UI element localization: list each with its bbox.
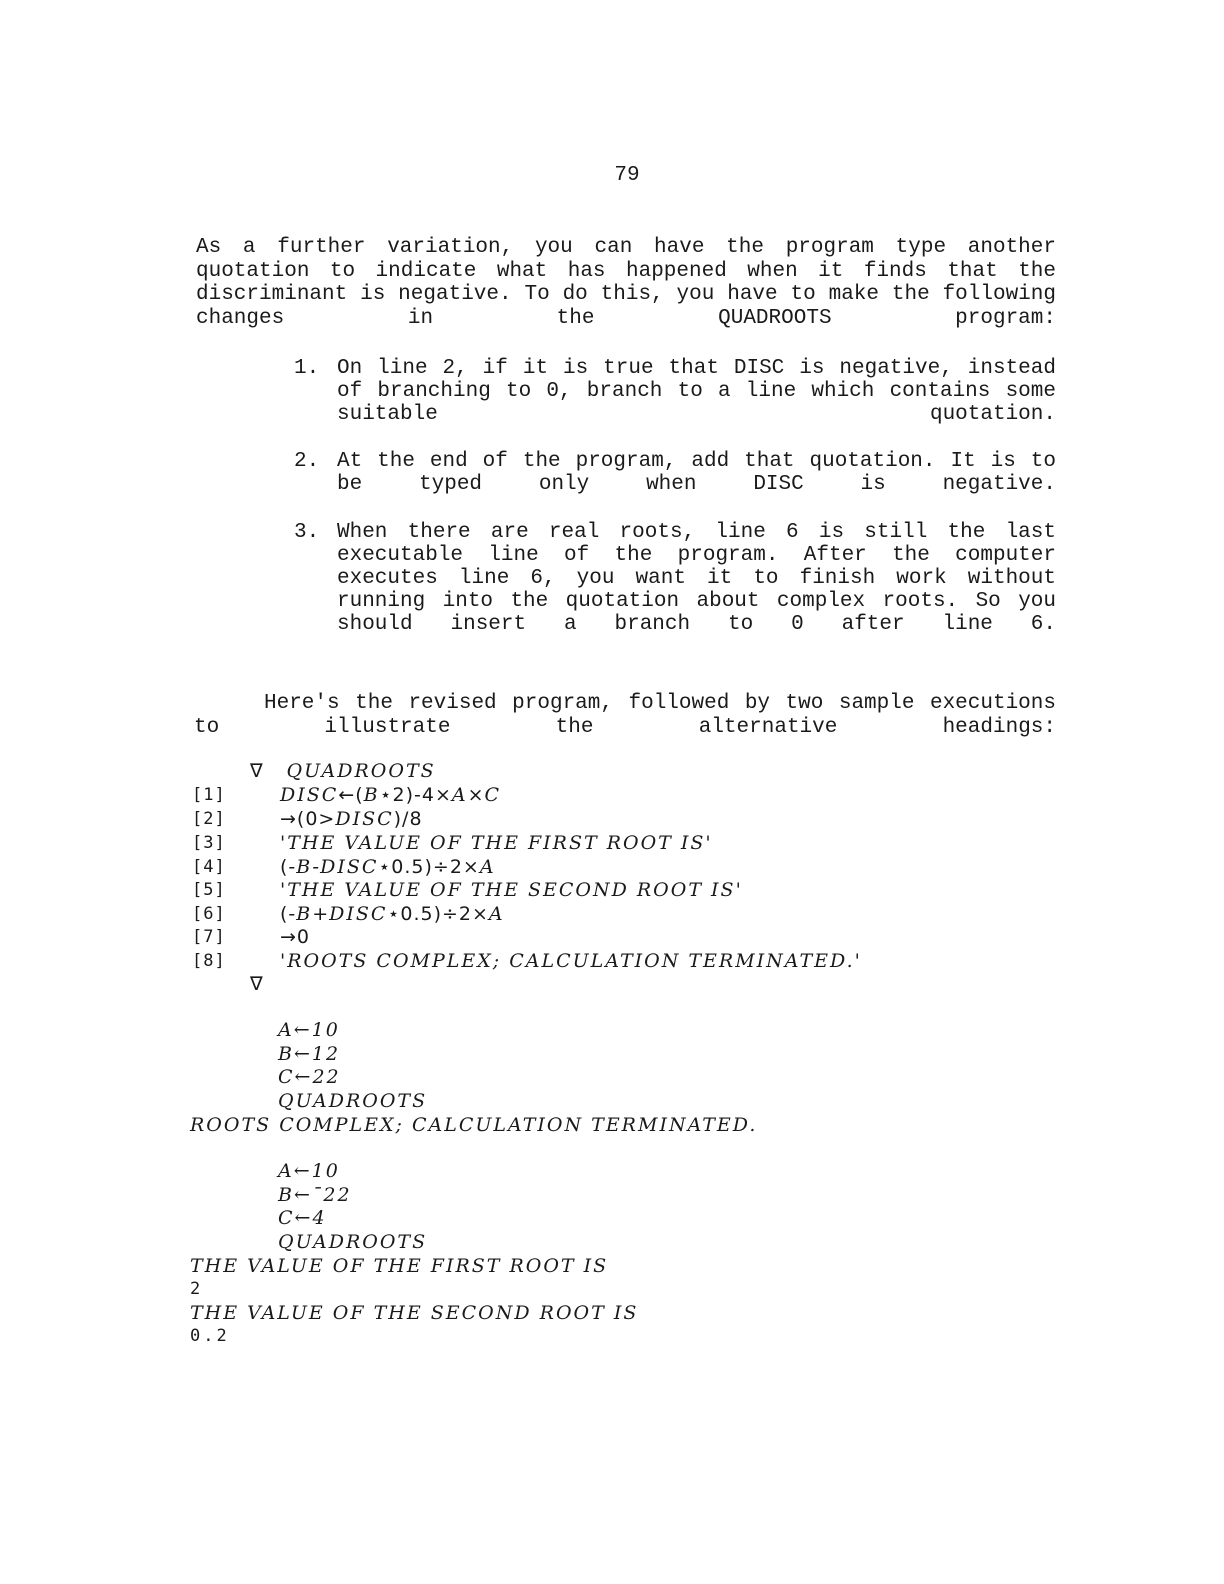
- list-item-text: On line 2, if it is true that DISC is negative, instead of branching to 0, branch to a line which contains some suitable quotation.: [337, 357, 1056, 426]
- line-code: (-B-DISC⋆0.5)÷2×A: [280, 856, 496, 878]
- line-code: 'ROOTS COMPLEX; CALCULATION TERMINATED.': [280, 950, 862, 972]
- execution-output: 2: [190, 1279, 204, 1299]
- execution-input: QUADROOTS: [278, 1231, 428, 1253]
- del-symbol: ∇: [250, 760, 264, 782]
- line-code: →(0>DISC)/8: [280, 808, 423, 830]
- line-label: [6]: [192, 904, 226, 924]
- execution-output: THE VALUE OF THE FIRST ROOT IS: [190, 1255, 609, 1277]
- execution-input: C←22: [278, 1066, 341, 1088]
- execution-input: A←10: [278, 1019, 340, 1041]
- list-item-text: At the end of the program, add that quotation. It is to be typed only when DISC is negative.: [337, 450, 1056, 496]
- list-item-number: 1.: [294, 357, 320, 380]
- line-label: [1]: [192, 785, 226, 805]
- list-item-number: 2.: [294, 450, 320, 473]
- execution-input: C←4: [278, 1207, 327, 1229]
- line-code: DISC←(B⋆2)-4×A×C: [280, 784, 502, 806]
- list-item-text: When there are real roots, line 6 is still the last executable line of the program. After the computer executes line 6, you want it to finish work without running into the quotation about complex roots. So you should insert a branch to 0 after line 6.: [337, 521, 1056, 636]
- line-code: 'THE VALUE OF THE SECOND ROOT IS': [280, 879, 743, 901]
- page-number: 79: [614, 164, 640, 187]
- line-label: [4]: [192, 857, 226, 877]
- execution-input: B←12: [278, 1043, 341, 1065]
- execution-output: THE VALUE OF THE SECOND ROOT IS: [190, 1302, 639, 1324]
- execution-input: B←¯22: [278, 1184, 352, 1206]
- execution-input: QUADROOTS: [278, 1090, 428, 1112]
- line-code: 'THE VALUE OF THE FIRST ROOT IS': [280, 832, 713, 854]
- list-item-number: 3.: [294, 521, 320, 544]
- line-label: [3]: [192, 833, 226, 853]
- execution-output: ROOTS COMPLEX; CALCULATION TERMINATED.: [190, 1114, 758, 1136]
- execution-output: 0.2: [190, 1326, 230, 1346]
- line-label: [5]: [192, 880, 226, 900]
- program-header: [250, 760, 436, 784]
- intro-paragraph: As a further variation, you can have the program type another quotation to indicate what has happened when it finds that the discriminant is negative. To do this, you have to make the following changes in the QUADROOTS program:: [196, 236, 1056, 330]
- execution-input: A←10: [278, 1160, 340, 1182]
- line-label: [8]: [192, 951, 226, 971]
- closing-del-symbol: ∇: [250, 973, 264, 995]
- line-label: [7]: [192, 927, 226, 947]
- line-label: [2]: [192, 809, 226, 829]
- program-name: QUADROOTS: [286, 760, 436, 782]
- line-code: (-B+DISC⋆0.5)÷2×A: [280, 903, 505, 925]
- closing-paragraph: Here's the revised program, followed by two sample executions to illustrate the alternative headings:: [194, 692, 1056, 739]
- line-code: →0: [280, 926, 311, 948]
